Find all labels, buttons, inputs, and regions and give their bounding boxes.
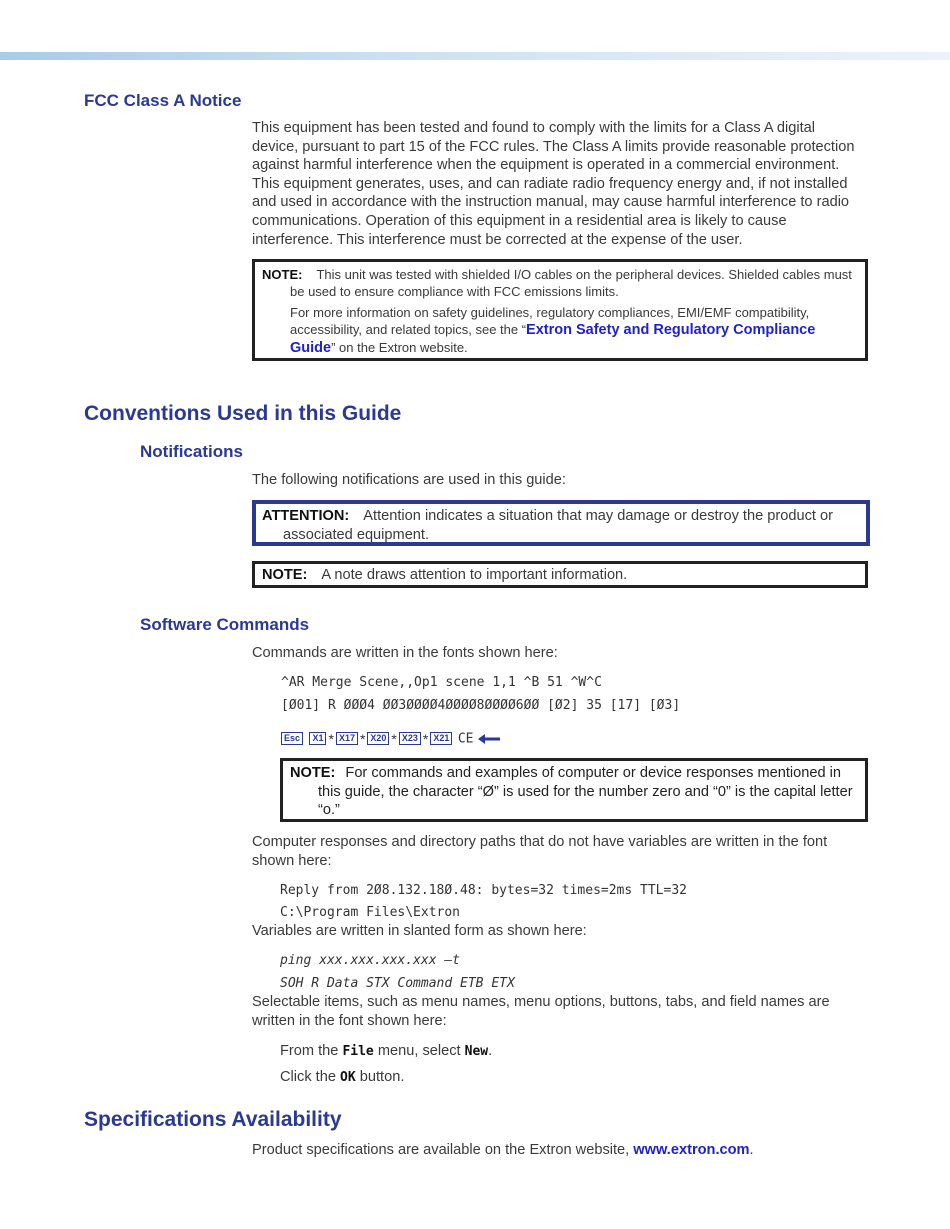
selectable-example-2 [280, 1068, 404, 1088]
command-example-2: [Ø01] R ØØØ4 ØØ3ØØØØ4ØØØØ8ØØØØ6ØØ [Ø2] 35 [17] [Ø3] [281, 698, 681, 713]
zero-note [290, 764, 858, 820]
variable-example-2: SOH R Data STX Command ETB ETX [280, 976, 515, 991]
key-x20: X20 [367, 732, 389, 745]
key-esc: Esc [281, 732, 303, 745]
fcc-note-box [252, 259, 868, 361]
more-info-suffix: ” on the Extron website. [331, 340, 468, 355]
zero-note-text: For commands and examples of computer or device responses mentioned in this guide, the character “Ø” is used for the number zero and “0” is the capital letter “o.” [318, 765, 853, 819]
command-example-1: ^AR Merge Scene,,Op1 scene 1,1 ^B 51 ^W^C [281, 675, 602, 690]
key-x1: X1 [309, 732, 326, 745]
conventions-heading: Conventions Used in this Guide [84, 402, 402, 425]
fcc-note [262, 266, 855, 300]
attention-text: Attention indicates a situation that may damage or destroy the product or associated equipment. [283, 508, 833, 543]
attention-box [252, 500, 870, 546]
selectable-intro: Selectable items, such as menu names, menu options, buttons, tabs, and field names are written in the font shown here: [252, 994, 830, 1029]
reply-example: Reply from 2Ø8.132.18Ø.48: bytes=32 times=2ms TTL=32 [280, 883, 687, 898]
zero-note-label: NOTE: [290, 765, 336, 781]
note-example-box [252, 561, 868, 588]
click-the-text: Click the [280, 1069, 336, 1085]
ok-button-label: OK [340, 1070, 356, 1085]
specifications-heading: Specifications Availability [84, 1108, 342, 1131]
note-label: NOTE: [262, 267, 303, 282]
selectable-example-1 [280, 1042, 492, 1062]
left-arrow-icon [478, 734, 500, 744]
note-example-text: A note draws attention to important information. [321, 567, 628, 583]
notifications-heading: Notifications [140, 442, 243, 461]
more-info-text: For more information on safety guidelines, regulatory compliances, EMI/EMF compatibility, accessibility, and related topics, see the “ [290, 305, 810, 337]
from-the-text: From the [280, 1043, 339, 1059]
period: . [749, 1142, 754, 1158]
fcc-paragraph: This equipment has been tested and found to comply with the limits for a Class A digital device, pursuant to part 15 of the FCC rules. The Class A limits provide reasonable protection against harmful interference when the equipment is operated in a commercial environment. This equipment generates, uses, and can radiate radio frequency energy and, if not installed and used in accordance with the instruction manual, may cause harmful interference to radio communications. Operation of this equipment in a residential area is likely to cause interference. This interference must be corrected at the expense of the user. [252, 120, 855, 248]
software-commands-heading: Software Commands [140, 615, 310, 634]
note-example [262, 566, 858, 585]
menu-select-text: menu, select [377, 1043, 461, 1059]
star-separator: * [391, 730, 397, 747]
path-example: C:\Program Files\Extron [280, 905, 461, 920]
star-separator: * [359, 730, 366, 747]
safety-guide-link[interactable]: Extron Safety and Regulatory Compliance Guide [290, 322, 816, 356]
responses-intro: Computer responses and directory paths that do not have variables are written in the font shown here: [252, 834, 828, 869]
specifications-sentence: Product specifications are available on the Extron website, [252, 1142, 630, 1158]
fcc-heading: FCC Class A Notice [84, 91, 242, 110]
star-separator: * [422, 730, 429, 747]
extron-website-link[interactable]: www.extron.com [633, 1142, 750, 1158]
button-word: button. [359, 1069, 405, 1085]
specifications-text [252, 1141, 754, 1160]
attention-label: ATTENTION: [262, 508, 350, 524]
ce-label: CE [457, 731, 474, 747]
header-gradient-bar [0, 52, 950, 60]
fcc-note-text: This unit was tested with shielded I/O cables on the peripheral devices. Shielded cables must be used to ensure compliance with FCC emissions limits. [290, 267, 852, 299]
variable-example-1: ping xxx.xxx.xxx.xxx —t [280, 953, 461, 968]
key-x23: X23 [399, 732, 421, 745]
zero-note-box [280, 758, 868, 822]
attention-notice [262, 507, 860, 544]
key-x17: X17 [336, 732, 358, 745]
fcc-note-more-info [262, 304, 855, 357]
software-commands-intro: Commands are written in the fonts shown here: [252, 645, 558, 661]
key-sequence [280, 730, 500, 748]
new-option-label: New [464, 1044, 489, 1059]
file-menu-label: File [342, 1044, 374, 1059]
note-example-label: NOTE: [262, 567, 308, 583]
period: . [488, 1043, 493, 1059]
notifications-intro: The following notifications are used in this guide: [252, 472, 566, 488]
key-x21: X21 [430, 732, 452, 745]
star-separator: * [328, 730, 334, 747]
variables-intro: Variables are written in slanted form as shown here: [252, 923, 587, 939]
